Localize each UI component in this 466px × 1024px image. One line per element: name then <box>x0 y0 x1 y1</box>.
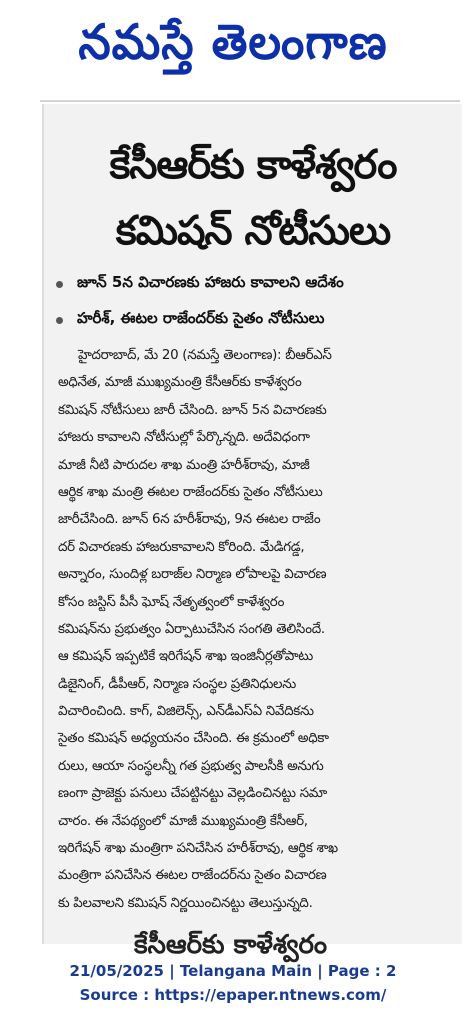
article-body-line: చారం. ఈ నేపథ్యంలో మాజీ ముఖ్యమంత్రి కేసీఆర్, <box>58 813 308 829</box>
news-article <box>42 104 462 960</box>
article-body-line: ఇరిగేషన్ శాఖ మంత్రిగా పనిచేసిన హరీశ్‌రావు, ఆర్థిక శాఖ <box>58 841 338 857</box>
article-body-line: అధినేత, మాజీ ముఖ్యమంత్రి కేసీఆర్‌కు కాళేశ్వరం <box>58 375 302 391</box>
subheadline-list <box>56 266 456 338</box>
article-body-line: ణంగా ప్రాజెక్టు పనులు చేపట్టినట్టు వెల్లడించినట్టు సమా <box>58 786 327 802</box>
article-body-line: హాజరు కావాలని నోటీసుల్లో పేర్కొన్నది. అదేవిధంగా <box>58 430 310 446</box>
footer-date-edition: 21/05/2025 | Telangana Main | Page : 2 <box>69 962 397 980</box>
article-body-line: హైదరాబాద్, మే 20 (నమస్తే తెలంగాణ): బీఆర్‌ఎస్ <box>78 348 332 363</box>
headline-line-1: కేసీఆర్‌కు కాళేశ్వరం <box>109 142 397 188</box>
subheadline-text: జూన్ 5న విచారణకు హాజరు కావాలని ఆదేశం <box>77 273 344 291</box>
subheadline-item <box>56 266 456 302</box>
article-body-line: కోసం జస్టిస్ పీసీ ఘోష్ నేతృత్వంలో కాళేశ్వరం <box>58 594 285 610</box>
article-body-line: ఆ కమిషన్ ఇప్పటికే ఇరిగేషన్ శాఖ ఇంజినీర్లతోపాటు <box>58 649 313 665</box>
article-body-line: జారీచేసింది. జూన్ 6న హరీశ్‌రావు, 9న ఈటల రాజేం <box>58 512 321 528</box>
article-body-line: దర్ విచారణకు హాజరుకావాలని కోరింది. మేడిగడ్డ, <box>58 539 305 555</box>
headline-line-2: కమిషన్ నోటీసులు <box>115 208 391 254</box>
article-body-line: డిజైనింగ్, డీపీఆర్, నిర్మాణ సంస్థల ప్రతినిధులను <box>58 676 296 692</box>
article-body-line: విచారించింది. కాగ్, విజిలెన్స్, ఎన్‌డీఎస్‌ఏ నివేదికను <box>58 704 314 720</box>
bullet-icon <box>56 317 63 324</box>
article-body-line: మంత్రిగా పనిచేసిన ఈటల రాజేందర్‌ను సైతం విచారణ <box>58 868 327 884</box>
article-body-line: అన్నారం, సుందిళ్ల బరాజ్‌ల నిర్మాణ లోపాలపై విచారణ <box>58 567 327 583</box>
masthead <box>0 0 466 96</box>
article-body-line: కమిషన్‌ను ప్రభుత్వం ఏర్పాటుచేసిన సంగతి తెలిసిందే. <box>58 621 325 637</box>
article-body-line: కమిషన్ నోటీసులు జారీ చేసింది. జూన్ 5న విచారణకు <box>58 402 327 418</box>
article-body <box>58 342 452 917</box>
article-body-line: ఆర్థిక శాఖ మంత్రి ఈటల రాజేందర్‌కు సైతం నోటీసులు <box>58 484 323 500</box>
masthead-divider <box>40 100 460 102</box>
newspaper-logo: నమస్తే తెలంగాణ <box>78 13 388 71</box>
footer-source: Source : https://epaper.ntnews.com/ <box>79 986 387 1004</box>
subheadline-item <box>56 302 456 338</box>
article-body-line: మాజీ నీటి పారుదల శాఖ మంత్రి హరీశ్‌రావు, మాజీ <box>58 457 310 473</box>
subheadline-text: హరీశ్, ఈటల రాజేందర్‌కు సైతం నోటీసులు <box>77 309 325 327</box>
next-article-headline-cutoff: కేసీఆర్‌కు కాళేశ్వరం <box>134 930 328 960</box>
article-body-line: కు పిలవాలని కమిషన్ నిర్ణయించినట్టు తెలుస్తున్నది. <box>58 895 313 911</box>
bullet-icon <box>56 281 63 288</box>
article-body-line: సైతం కమిషన్ అధ్యయనం చేసింది. ఈ క్రమంలో అధికా <box>58 731 329 747</box>
article-body-line: రులు, ఆయా సంస్థలన్నీ గత ప్రభుత్వ పాలసీకి అనుగు <box>58 758 324 774</box>
